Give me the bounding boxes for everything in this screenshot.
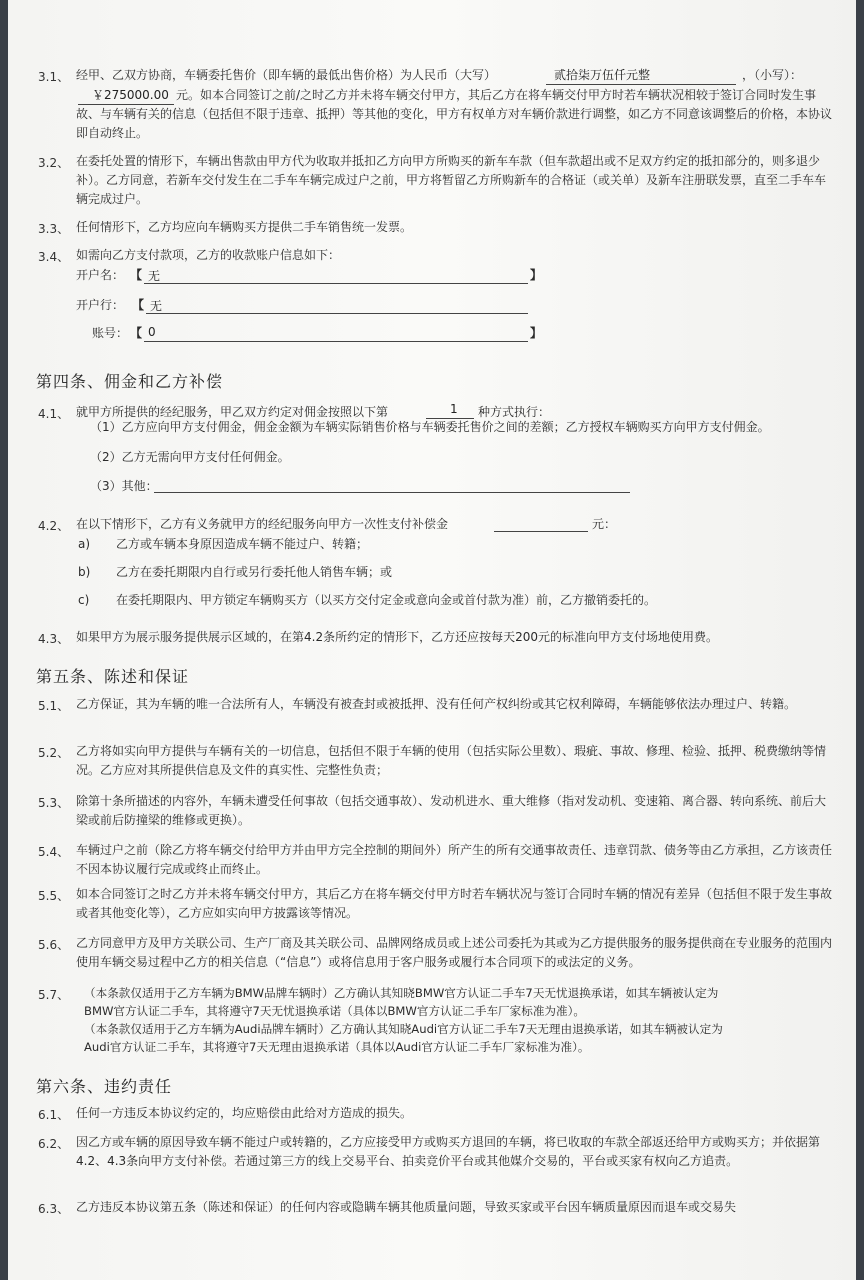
clause-number: 6.1、: [38, 1108, 70, 1122]
clause-number: 5.7、: [38, 988, 70, 1002]
clause-text: 在以下情形下，乙方有义务就甲方的经纪服务向甲方一次性支付补偿金: [76, 517, 449, 531]
clause-text: 元。如本合同签订之前/之时乙方并未将车辆交付甲方，其后乙方在将车辆交付甲方时若车辆状况相较于签订合同时发生事故、与车辆有关的信息（包括但不限于违章、抵押）等其他的变化，甲方有权单方对车辆价款进行调整，如乙方不同意该调整后的价格，本协议即自动终止。: [76, 88, 833, 140]
condition-label: a): [78, 537, 91, 551]
clause-6-3-text: 乙方违反本协议第五条（陈述和保证）的任何内容或隐瞒车辆其他质量问题，导致买家或平台因车辆质量原因而退车或交易失: [76, 1200, 737, 1214]
clause-6-1-text: 任何一方违反本协议约定的，均应赔偿由此给对方造成的损失。: [76, 1106, 413, 1120]
clause-5-7-line-4: Audi官方认证二手车，其将遵守7天无理由退换承诺（具体以Audi官方认证二手车厂家标准为准）。: [84, 1040, 590, 1054]
clause-5-3-text: 除第十条所描述的内容外，车辆未遭受任何事故（包括交通事故）、发动机进水、重大维修（指对发动机、变速箱、离合器、转向系统、前后大梁或前后防撞梁的维修或更换）。: [76, 794, 827, 827]
clause-5-7-line-1: （本条款仅适用于乙方车辆为BMW品牌车辆时）乙方确认其知晓BMW官方认证二手车7天无忧退换承诺，如其车辆被认定为: [84, 986, 719, 1000]
account-number-line: [144, 341, 528, 342]
condition-text: 乙方或车辆本身原因造成车辆不能过户、转籍；: [116, 537, 369, 551]
clause-number: 6.2、: [38, 1137, 70, 1151]
clause-3-3-text: 任何情形下，乙方均应向车辆购买方提供二手车销售统一发票。: [76, 220, 413, 234]
clause-number: 5.5、: [38, 889, 70, 903]
article-6-heading: 第六条、违约责任: [36, 1077, 173, 1096]
clause-number: 5.3、: [38, 796, 70, 810]
bank-name-value: 无: [150, 299, 163, 313]
clause-number: 4.3、: [38, 632, 70, 646]
clause-3-2-text: 在委托处置的情形下，车辆出售款由甲方代为收取并抵扣乙方向甲方所购买的新车车款（但车款超出或不足双方约定的抵扣部分的，则多退少补）。乙方同意，若新车交付发生在二手车车辆完成过户之前，甲方将暂留乙方所购新车的合格证（或关单）及新车注册联发票，直至二手车车辆完成过户。: [76, 154, 827, 206]
account-number-value: 0: [148, 325, 156, 339]
account-holder-value: 无: [148, 269, 161, 283]
clause-3-4-text: 如需向乙方支付款项，乙方的收款账户信息如下：: [76, 248, 341, 262]
close-bracket: 】: [530, 326, 543, 340]
clause-text: 种方式执行：: [478, 405, 551, 419]
clause-5-7-line-2: BMW官方认证二手车，其将遵守7天无忧退换承诺（具体以BMW官方认证二手车厂家标准为准）。: [84, 1004, 585, 1018]
clause-5-2-text: 乙方将如实向甲方提供与车辆有关的一切信息，包括但不限于车辆的使用（包括实际公里数）、瑕疵、事故、修理、检验、抵押、税费缴纳等情况。乙方应对其所提供信息及文件的真实性、完整性负责；: [76, 744, 827, 777]
clause-number: 3.4、: [38, 250, 70, 264]
account-holder-label: 开户名：: [76, 268, 125, 282]
clause-number: 3.2、: [38, 156, 70, 170]
compensation-amount-line: [494, 531, 588, 532]
clause-number: 6.3、: [38, 1202, 70, 1216]
bank-name-line: [146, 313, 528, 314]
bank-name-label: 开户行：: [76, 298, 125, 312]
clause-number: 5.2、: [38, 746, 70, 760]
close-bracket: 】: [530, 268, 543, 282]
account-number-label: 账号：: [92, 326, 129, 340]
amount-words-line: [546, 84, 736, 85]
clause-number: 4.2、: [38, 519, 70, 533]
open-bracket: 【: [130, 268, 143, 282]
document-page: [8, 0, 856, 1280]
clause-number: 3.3、: [38, 222, 70, 236]
condition-text: 在委托期限内、甲方锁定车辆购买方（以买方交付定金或意向金或首付款为准）前，乙方撤销委托的。: [116, 593, 657, 607]
clause-5-5-text: 如本合同签订之时乙方并未将车辆交付甲方，其后乙方在将车辆交付甲方时若车辆状况与签订合同时车辆的情况有差异（包括但不限于发生事故或者其他变化等），乙方应如实向甲方披露该等情况。: [76, 887, 833, 920]
clause-text: 元：: [592, 517, 617, 531]
clause-number: 4.1、: [38, 407, 70, 421]
clause-5-6-text: 乙方同意甲方及甲方关联公司、生产厂商及其关联公司、品牌网络成员或上述公司委托为其或为乙方提供服务的服务提供商在专业服务的范围内使用车辆交易过程中乙方的相关信息（“信息”）或将信息用于客户服务或履行本合同项下的或法定的义务。: [76, 936, 833, 969]
clause-text: 就甲方所提供的经纪服务，甲乙双方约定对佣金按照以下第: [76, 405, 389, 419]
condition-label: c): [78, 593, 90, 607]
clause-text: ，（小写）：: [742, 68, 803, 82]
clause-5-1-text: 乙方保证，其为车辆的唯一合法所有人，车辆没有被查封或被抵押、没有任何产权纠纷或其它权利障碍，车辆能够依法办理过户、转籍。: [76, 697, 797, 711]
clause-text: 经甲、乙双方协商，车辆委托售价（即车辆的最低出售价格）为人民币（大写）: [76, 68, 497, 82]
clause-number: 5.1、: [38, 699, 70, 713]
condition-text: 乙方在委托期限内自行或另行委托他人销售车辆；或: [116, 565, 393, 579]
clause-number: 5.6、: [38, 938, 70, 952]
clause-5-7-line-3: （本条款仅适用于乙方车辆为Audi品牌车辆时）乙方确认其知晓Audi官方认证二手车7天无理由退换承诺，如其车辆被认定为: [84, 1022, 723, 1036]
clause-6-2-text: 因乙方或车辆的原因导致车辆不能过户或转籍的，乙方应接受甲方或购买方退回的车辆，将已收取的车款全部返还给甲方或购买方；并依据第4.2、4.3条向甲方支付补偿。若通过第三方的线上交易平台、拍卖竞价平台或其他媒介交易的，平台或买家有权向乙方追责。: [76, 1135, 821, 1168]
clause-4-3-text: 如果甲方为展示服务提供展示区域的，在第4.2条所约定的情形下，乙方还应按每天200元的标准向甲方支付场地使用费。: [76, 630, 718, 644]
amount-in-number: ￥275000.00: [92, 88, 169, 102]
commission-option-choice: 1: [450, 402, 458, 416]
clause-number: 3.1、: [38, 70, 70, 84]
open-bracket: 【: [132, 298, 145, 312]
account-holder-line: [144, 283, 528, 284]
clause-number: 5.4、: [38, 845, 70, 859]
article-4-heading: 第四条、佣金和乙方补偿: [36, 372, 224, 391]
open-bracket: 【: [130, 326, 143, 340]
condition-label: b): [78, 565, 91, 579]
commission-option-3: （3）其他：: [90, 479, 158, 493]
amount-in-words: 贰拾柒万伍仟元整: [554, 68, 651, 82]
commission-option-1: （1）乙方应向甲方支付佣金，佣金金额为车辆实际销售价格与车辆委托售价之间的差额；乙方授权车辆购买方向甲方支付佣金。: [90, 420, 770, 434]
article-5-heading: 第五条、陈述和保证: [36, 667, 190, 686]
clause-5-4-text: 车辆过户之前（除乙方将车辆交付给甲方并由甲方完全控制的期间外）所产生的所有交通事故责任、违章罚款、债务等由乙方承担，乙方该责任不因本协议履行完成或终止而终止。: [76, 843, 833, 876]
commission-option-2: （2）乙方无需向甲方支付任何佣金。: [90, 450, 290, 464]
other-option-line: [154, 492, 630, 493]
